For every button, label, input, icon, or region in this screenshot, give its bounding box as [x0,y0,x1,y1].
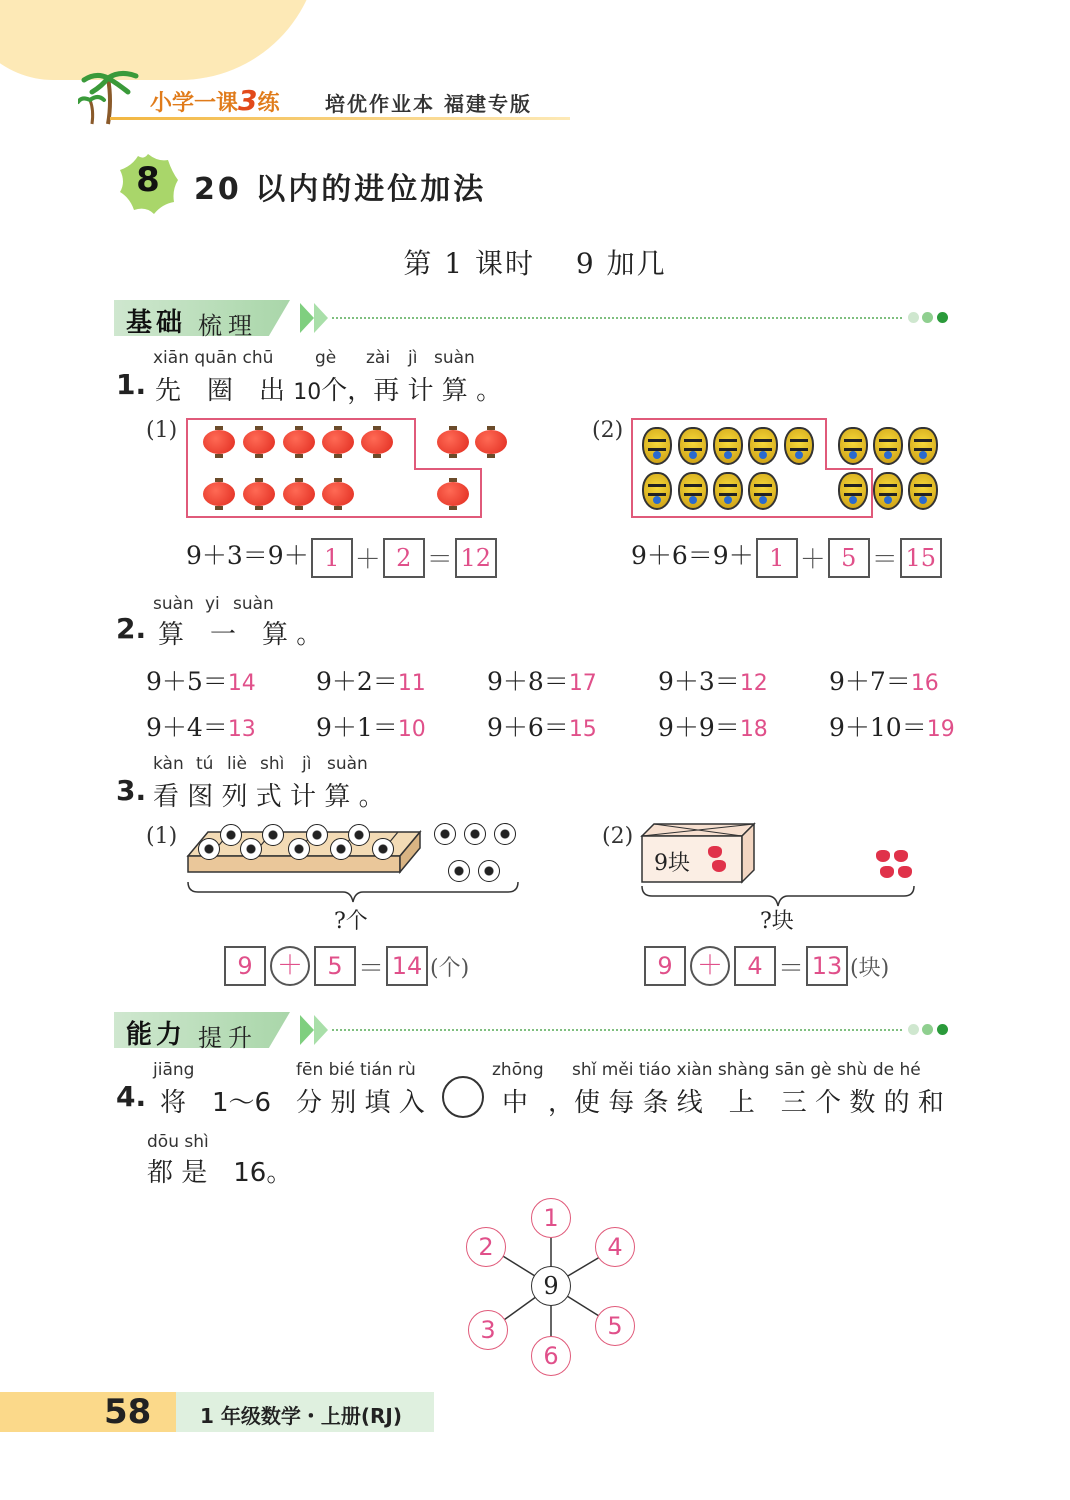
pinyin: zài [366,348,391,368]
lantern-icon [322,482,354,506]
answer-node[interactable]: 5 [595,1306,635,1346]
subquestion-label: (1) [146,418,178,443]
lantern-icon [475,430,507,454]
soccer-ball-icon [198,838,220,860]
calc-item: 9＋4＝13 [146,713,256,742]
opera-mask-icon [908,472,938,510]
question-text-part: ，使 每 条 线 上 三 个 数 的 和 [548,1088,944,1118]
pinyin: suàn [153,594,194,614]
calc-item: 9＋6＝15 [487,713,597,742]
series-title: 小学一课3练 [150,84,280,117]
opera-mask-icon [748,472,778,510]
pinyin: suàn [434,348,475,368]
calc-item: 9＋3＝12 [658,667,768,696]
opera-mask-icon [678,472,708,510]
pinyin: jiāng [153,1060,195,1080]
pinyin: dōu shì [147,1132,209,1152]
pinyin: shǐ měi tiáo xiàn shàng sān gè shù de hé [572,1060,921,1080]
answer-node[interactable]: 1 [531,1198,571,1238]
page-number-band [0,1392,176,1432]
opera-mask-icon [838,427,868,465]
lantern-icon [203,482,235,506]
question-text-part: 将 1～6 [160,1088,272,1118]
opera-mask-icon [873,472,903,510]
question-number: 3. [116,774,147,807]
opera-mask-icon [784,427,814,465]
opera-mask-icon [642,472,672,510]
section-ability-header: 能力 提升 [114,1012,294,1048]
candy-icon [894,850,908,862]
soccer-ball-icon [240,838,262,860]
section-divider [332,1029,902,1031]
question-text-part: 都 是 16。 [147,1158,293,1188]
chapter-title: 20 以内的进位加法 [194,172,487,207]
opera-mask-icon [678,427,708,465]
soccer-ball-icon [330,838,352,860]
section-divider [332,317,902,319]
opera-mask-icon [908,427,938,465]
answer-box[interactable]: 5 [828,538,870,578]
soccer-ball-icon [306,824,328,846]
question-text-part: 中 [502,1088,529,1118]
header-divider [110,117,570,120]
lantern-icon [283,430,315,454]
opera-mask-icon [838,472,868,510]
lantern-icon [283,482,315,506]
answer-box[interactable]: 12 [455,538,497,578]
soccer-ball-icon [434,823,456,845]
answer-node[interactable]: 2 [466,1227,506,1267]
candy-icon [898,866,912,878]
double-arrow-icon [300,1013,336,1047]
center-node: 9 [531,1266,571,1306]
candy-icon [712,860,726,872]
pinyin: kàn [153,754,184,774]
pinyin: jì [408,348,418,368]
pinyin: yi [205,594,220,614]
dot-decoration [937,312,948,323]
equation-3-2: 9 ＋ 4 ＝ 13 (块) [642,946,889,986]
pinyin: gè [315,348,337,368]
calc-item: 9＋7＝16 [829,667,939,696]
blank-circle-icon [442,1076,484,1118]
candy-icon [880,866,894,878]
section-basic-header: 基础 梳理 [114,300,294,336]
question-text: 先 圈 出 10个，再 计 算 。 [155,376,503,406]
subquestion-label: (2) [592,418,624,443]
question-text-part: 分 别 填 入 [296,1088,425,1118]
calc-item: 9＋1＝10 [316,713,426,742]
soccer-ball-icon [348,824,370,846]
lantern-icon [243,430,275,454]
pinyin: xiān quān chū [153,348,274,368]
page-number: 58 [104,1392,152,1432]
book-info-band [176,1392,434,1432]
candy-icon [708,846,722,858]
question-number: 1. [116,368,147,401]
soccer-ball-icon [448,860,470,882]
equation-3-1: 9 ＋ 5 ＝ 14 (个) [222,946,469,986]
brace-label: ?块 [760,909,794,934]
dot-decoration [908,1024,919,1035]
answer-node[interactable]: 3 [468,1310,508,1350]
question-number: 4. [116,1080,147,1113]
answer-box[interactable]: 5 [314,946,356,986]
soccer-ball-icon [372,838,394,860]
pinyin: jì [302,754,312,774]
lesson-title: 第 1 课时 9 加几 [403,247,667,280]
lantern-icon [437,482,469,506]
brace-label: ?个 [334,909,368,934]
soccer-ball-icon [288,838,310,860]
calc-item: 9＋2＝11 [316,667,426,696]
calc-item: 9＋10＝19 [829,713,955,742]
lantern-icon [243,482,275,506]
calc-item: 9＋9＝18 [658,713,768,742]
subquestion-label: (1) [146,824,178,849]
lantern-icon [322,430,354,454]
pinyin: shì [260,754,285,774]
answer-box[interactable]: 9 [644,946,686,986]
answer-box[interactable]: 9 [224,946,266,986]
candy-icon [876,850,890,862]
dot-decoration [908,312,919,323]
question-text: 看 图 列 式 计 算 。 [153,782,385,812]
answer-box[interactable]: 2 [383,538,425,578]
lantern-icon [361,430,393,454]
opera-mask-icon [713,427,743,465]
pinyin: tú [196,754,214,774]
soccer-ball-icon [478,860,500,882]
question-text: 算 一 算 。 [158,620,323,650]
book-info: 1 年级数学・上册(RJ) [200,1404,403,1428]
question-number: 2. [116,612,147,645]
answer-node[interactable]: 4 [595,1227,635,1267]
header-cloud-decoration [0,0,320,80]
answer-box[interactable]: 14 [386,946,428,986]
soccer-ball-icon [464,823,486,845]
pinyin: liè [227,754,247,774]
operator-circle[interactable]: ＋ [270,946,310,986]
answer-box[interactable]: 4 [734,946,776,986]
subquestion-label: (2) [602,824,634,849]
answer-node[interactable]: 6 [531,1336,571,1376]
pinyin: fēn bié tián rù [296,1060,416,1080]
pinyin: zhōng [492,1060,544,1080]
series-subtitle: 培优作业本 福建专版 [325,92,532,116]
answer-box[interactable]: 13 [806,946,848,986]
answer-box[interactable]: 15 [900,538,942,578]
pinyin: suàn [233,594,274,614]
opera-mask-icon [642,427,672,465]
soccer-ball-icon [262,824,284,846]
equation-1-2: 9＋6＝9＋ 1 ＋ 5 ＝ 15 [631,536,944,578]
calc-item: 9＋8＝17 [487,667,597,696]
lantern-icon [437,430,469,454]
box-label: 9块 [654,851,690,876]
double-arrow-icon [300,301,336,335]
dot-decoration [922,1024,933,1035]
opera-mask-icon [713,472,743,510]
equation-1-1: 9＋3＝9＋ 1 ＋ 2 ＝ 12 [186,536,499,578]
opera-mask-icon [873,427,903,465]
operator-circle[interactable]: ＋ [690,946,730,986]
soccer-ball-icon [220,824,242,846]
chapter-number: 8 [136,160,160,200]
calc-item: 9＋5＝14 [146,667,256,696]
opera-mask-icon [748,427,778,465]
answer-box[interactable]: 1 [756,538,798,578]
lantern-icon [203,430,235,454]
soccer-ball-icon [494,823,516,845]
dot-decoration [937,1024,948,1035]
dot-decoration [922,312,933,323]
brace-bottom [186,880,520,904]
pinyin: suàn [327,754,368,774]
answer-box[interactable]: 1 [311,538,353,578]
